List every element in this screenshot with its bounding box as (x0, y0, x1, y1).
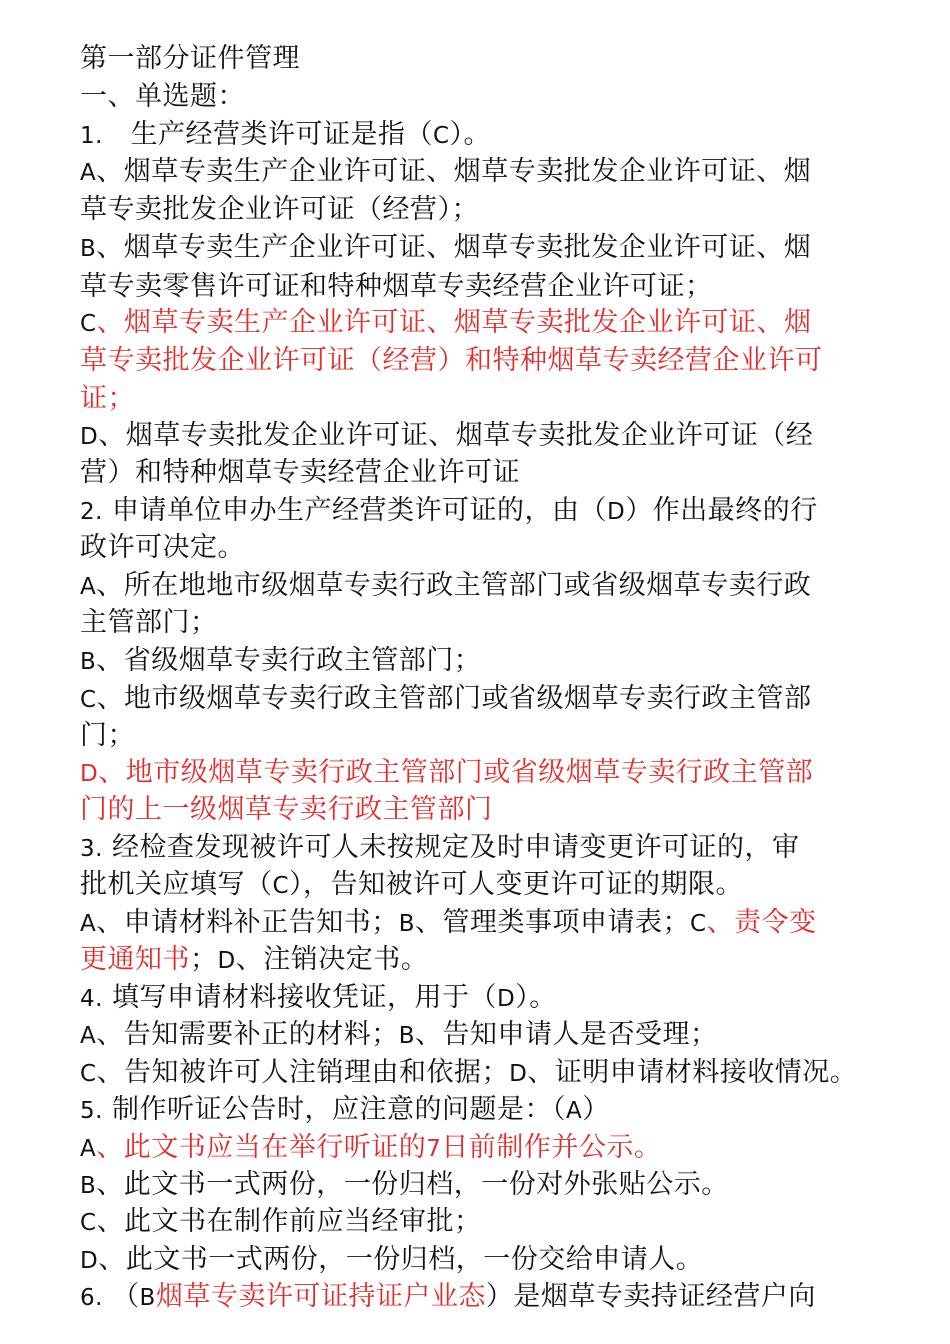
text-line (80, 1241, 703, 1278)
text-segment: 、此文书一式两份，一份归档，一份交给申请人。 (98, 1244, 704, 1275)
highlighted-answer-text: 更通知书 (80, 944, 190, 975)
text-segment: 经检查发现被许可人未按规定及时申请变更许可证的，审 (102, 832, 800, 863)
text-segment: 、地市级烟草专卖行政主管部门或省级烟草专卖行政主管部 (96, 683, 812, 714)
text-segment: D (497, 986, 516, 1012)
text-segment: A (80, 574, 97, 600)
text-line (80, 191, 479, 228)
highlighted-answer-text: 烟草专卖许可证持证户业态 (155, 1281, 486, 1312)
text-line (80, 1278, 816, 1315)
text-line (80, 979, 557, 1016)
text-segment: C (80, 1061, 97, 1087)
text-line (80, 866, 743, 903)
text-segment: B (398, 911, 416, 937)
text-segment: A (80, 160, 97, 186)
text-segment: ）是烟草专卖持证经营户向 (485, 1281, 816, 1312)
highlighted-answer-text: 、此文书应当在举行听证的 (96, 1132, 427, 1163)
text-segment: ），告知被许可人变更许可证的期限。 (289, 869, 744, 900)
text-segment: 、烟草专卖生产企业许可证、烟草专卖批发企业许可证、烟 (96, 156, 812, 187)
highlighted-answer-text: 、责令变 (706, 907, 817, 938)
text-segment: A (80, 911, 97, 937)
text-segment: C (80, 311, 97, 337)
text-segment: 一、单选题： (80, 81, 245, 112)
text-line (80, 680, 812, 717)
text-segment: 5. (80, 1098, 103, 1124)
text-segment: 政许可决定。 (80, 532, 245, 563)
highlighted-answer-text: 草专卖批发企业许可证（经营）和特种烟草专卖经营企业许可 (80, 345, 823, 376)
text-segment: A (80, 1136, 97, 1162)
text-segment: 第一部分证件管理 (80, 43, 300, 74)
text-segment: A (566, 1098, 583, 1124)
text-segment: 、告知申请人是否受理； (415, 1019, 718, 1050)
highlighted-answer-text: 门的上一级烟草专卖行政主管部门 (80, 794, 493, 825)
text-line (80, 642, 481, 679)
text-segment: ）作出最终的行 (625, 495, 818, 526)
text-segment: D (80, 1248, 99, 1274)
text-line (80, 116, 491, 153)
text-segment: 营）和特种烟草专卖经营企业许可证 (80, 457, 520, 488)
text-line (80, 567, 811, 604)
text-line (80, 40, 300, 77)
text-segment: C (432, 123, 450, 149)
text-line (80, 529, 245, 566)
text-segment: D (509, 1061, 528, 1087)
text-line (80, 829, 800, 866)
text-segment: B (398, 1023, 416, 1049)
text-segment: B (80, 1173, 97, 1199)
text-segment: D (607, 499, 626, 525)
text-line (80, 153, 811, 190)
text-segment: 、省级烟草专卖行政主管部门； (96, 645, 482, 676)
text-line (80, 1091, 610, 1128)
text-line (80, 78, 245, 115)
text-line (80, 754, 813, 791)
text-segment: 制作听证公告时，应注意的问题是：（ (102, 1094, 567, 1125)
text-line (80, 1129, 661, 1166)
text-segment: 6. (80, 1285, 103, 1311)
text-segment: C (80, 1210, 97, 1236)
text-segment: 4. (80, 986, 103, 1012)
text-segment: ）。 (449, 119, 492, 150)
text-segment: 1. (80, 123, 103, 149)
text-line (80, 229, 811, 266)
text-segment: （ (102, 1281, 140, 1312)
text-segment: 门； (80, 720, 135, 751)
text-segment: 、注销决定书。 (235, 944, 429, 975)
text-segment: ； (190, 944, 218, 975)
text-segment: D (80, 424, 99, 450)
text-line (80, 342, 823, 379)
text-segment: 2. (80, 499, 103, 525)
text-line (80, 417, 813, 454)
text-segment: 申请单位申办生产经营类许可证的，由（ (102, 495, 608, 526)
highlighted-answer-text: 、烟草专卖生产企业许可证、烟草专卖批发企业许可证、烟 (96, 307, 812, 338)
text-segment: 3. (80, 836, 103, 862)
highlighted-answer-text: D (80, 761, 99, 787)
text-segment: D (217, 948, 236, 974)
text-segment: 、告知被许可人注销理由和依据； (96, 1057, 510, 1088)
text-line (80, 941, 428, 978)
text-segment: 、申请材料补正告知书； (96, 907, 399, 938)
text-line (80, 717, 135, 754)
text-segment: 、管理类事项申请表； (415, 907, 691, 938)
text-segment: 、告知需要补正的材料； (96, 1019, 399, 1050)
text-line (80, 268, 713, 305)
highlighted-answer-text: 、地市级烟草专卖行政主管部门或省级烟草专卖行政主管部 (98, 757, 814, 788)
text-segment: ）。 (515, 982, 557, 1013)
text-segment: B (80, 236, 97, 262)
text-segment: 生产经营类许可证是指（ (102, 119, 433, 150)
text-segment: 批机关应填写（ (80, 869, 273, 900)
text-segment: C (272, 873, 290, 899)
text-segment: 填写申请材料接收凭证，用于（ (102, 982, 498, 1013)
text-line (80, 1016, 718, 1053)
text-segment: 、烟草专卖批发企业许可证、烟草专卖批发企业许可证（经 (98, 420, 814, 451)
text-segment: 、此文书一式两份，一份归档，一份对外张贴公示。 (96, 1169, 729, 1200)
text-line (80, 492, 818, 529)
text-segment: B (139, 1285, 156, 1311)
text-segment: 、烟草专卖生产企业许可证、烟草专卖批发企业许可证、烟 (96, 232, 812, 263)
text-line (80, 904, 817, 941)
text-segment: A (80, 1023, 97, 1049)
text-line (80, 380, 135, 417)
text-line (80, 1054, 857, 1091)
text-segment: 草专卖零售许可证和特种烟草专卖经营企业许可证； (80, 271, 713, 302)
text-line (80, 454, 520, 491)
highlighted-answer-text: 证； (80, 383, 135, 414)
text-segment: ） (582, 1094, 610, 1125)
text-segment: 、所在地地市级烟草专卖行政主管部门或省级烟草专卖行政 (96, 570, 812, 601)
text-line (80, 791, 493, 828)
text-line (80, 304, 812, 341)
text-segment: 草专卖批发企业许可证（经营）； (80, 194, 479, 225)
text-segment: 、此文书在制作前应当经审批； (96, 1206, 482, 1237)
text-line (80, 1166, 729, 1203)
text-segment: C (80, 687, 97, 713)
text-line (80, 1203, 482, 1240)
highlighted-answer-text: 7 (426, 1136, 442, 1162)
text-segment: B (80, 649, 97, 675)
text-line (80, 604, 218, 641)
highlighted-answer-text: 日前制作并公示。 (441, 1132, 662, 1163)
text-segment: C (690, 911, 707, 937)
text-segment: 主管部门； (80, 607, 218, 638)
text-segment: 、证明申请材料接收情况。 (527, 1057, 858, 1088)
